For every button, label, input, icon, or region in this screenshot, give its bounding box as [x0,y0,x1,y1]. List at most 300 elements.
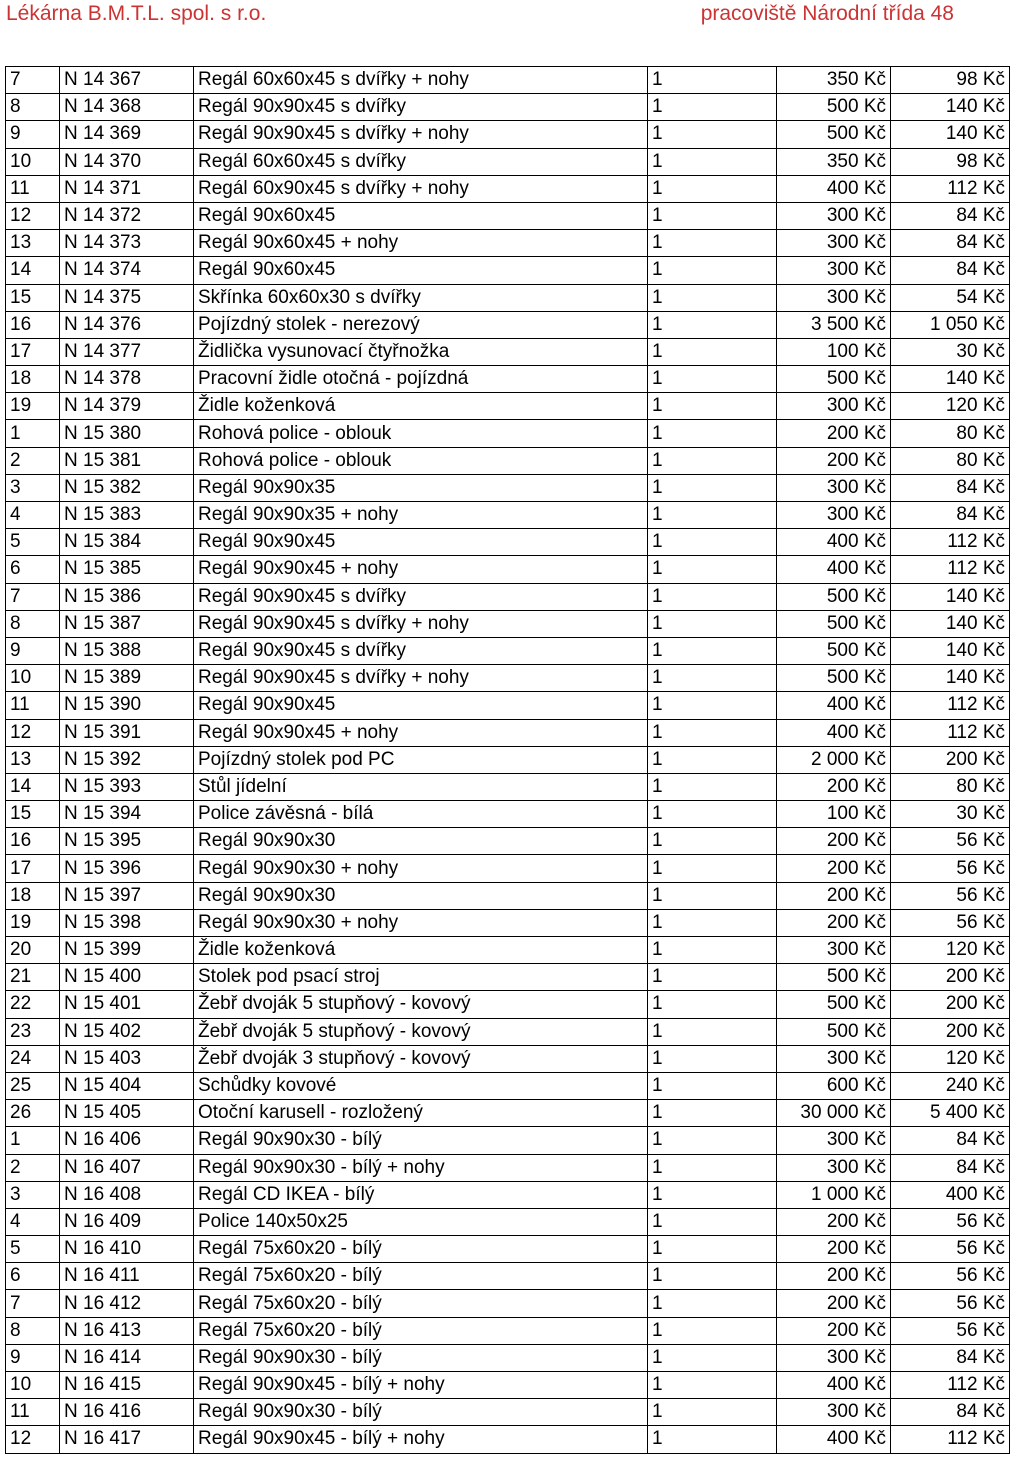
quantity-cell: 1 [648,1399,777,1426]
item-description-cell: Regál 90x90x30 - bílý + nohy [194,1154,648,1181]
residual-value-cell: 120 Kč [891,393,1010,420]
unit-price-cell: 400 Kč [777,692,891,719]
unit-price-cell: 500 Kč [777,121,891,148]
table-row [6,311,1010,338]
inventory-code-cell: N 16 412 [60,1290,194,1317]
unit-price-cell: 300 Kč [777,202,891,229]
quantity-cell: 1 [648,692,777,719]
item-description-cell: Police závěsná - bílá [194,801,648,828]
table-row [6,366,1010,393]
table-row [6,175,1010,202]
inventory-code-cell: N 15 393 [60,773,194,800]
row-number-cell: 15 [6,801,60,828]
item-description-cell: Regál 90x90x45 [194,692,648,719]
unit-price-cell: 200 Kč [777,1208,891,1235]
table-row [6,719,1010,746]
inventory-code-cell: N 16 406 [60,1127,194,1154]
item-description-cell: Regál 90x90x30 [194,828,648,855]
table-row [6,1208,1010,1235]
quantity-cell: 1 [648,991,777,1018]
inventory-code-cell: N 15 386 [60,583,194,610]
row-number-cell: 2 [6,447,60,474]
table-row [6,882,1010,909]
residual-value-cell: 56 Kč [891,1236,1010,1263]
table-row [6,502,1010,529]
quantity-cell: 1 [648,1127,777,1154]
unit-price-cell: 500 Kč [777,665,891,692]
residual-value-cell: 84 Kč [891,1344,1010,1371]
quantity-cell: 1 [648,882,777,909]
residual-value-cell: 84 Kč [891,230,1010,257]
row-number-cell: 16 [6,311,60,338]
item-description-cell: Regál 90x90x45 s dvířky + nohy [194,665,648,692]
row-number-cell: 13 [6,230,60,257]
quantity-cell: 1 [648,610,777,637]
table-row [6,1072,1010,1099]
residual-value-cell: 98 Kč [891,148,1010,175]
quantity-cell: 1 [648,909,777,936]
residual-value-cell: 120 Kč [891,937,1010,964]
unit-price-cell: 100 Kč [777,338,891,365]
table-row [6,1018,1010,1045]
table-row [6,801,1010,828]
page-header [0,0,960,40]
unit-price-cell: 200 Kč [777,447,891,474]
row-number-cell: 18 [6,366,60,393]
item-description-cell: Regál 75x60x20 - bílý [194,1236,648,1263]
inventory-code-cell: N 15 404 [60,1072,194,1099]
table-row [6,338,1010,365]
unit-price-cell: 400 Kč [777,1372,891,1399]
quantity-cell: 1 [648,1290,777,1317]
row-number-cell: 17 [6,338,60,365]
row-number-cell: 14 [6,773,60,800]
row-number-cell: 19 [6,393,60,420]
inventory-table [5,66,1010,1454]
unit-price-cell: 500 Kč [777,964,891,991]
table-row [6,583,1010,610]
quantity-cell: 1 [648,556,777,583]
item-description-cell: Pojízdný stolek pod PC [194,746,648,773]
unit-price-cell: 100 Kč [777,801,891,828]
row-number-cell: 24 [6,1045,60,1072]
item-description-cell: Regál 75x60x20 - bílý [194,1290,648,1317]
inventory-code-cell: N 15 390 [60,692,194,719]
item-description-cell: Regál 60x60x45 s dvířky + nohy [194,67,648,94]
quantity-cell: 1 [648,1344,777,1371]
residual-value-cell: 56 Kč [891,1317,1010,1344]
quantity-cell: 1 [648,148,777,175]
residual-value-cell: 56 Kč [891,1263,1010,1290]
table-row [6,1236,1010,1263]
item-description-cell: Regál 60x60x45 s dvířky [194,148,648,175]
table-row [6,937,1010,964]
inventory-code-cell: N 15 387 [60,610,194,637]
unit-price-cell: 400 Kč [777,175,891,202]
quantity-cell: 1 [648,719,777,746]
inventory-code-cell: N 16 415 [60,1372,194,1399]
inventory-code-cell: N 16 409 [60,1208,194,1235]
residual-value-cell: 98 Kč [891,67,1010,94]
row-number-cell: 4 [6,502,60,529]
unit-price-cell: 3 500 Kč [777,311,891,338]
company-name: Lékárna B.M.T.L. spol. s r.o. [6,2,267,25]
inventory-code-cell: N 15 402 [60,1018,194,1045]
item-description-cell: Regál 90x90x45 s dvířky + nohy [194,610,648,637]
table-row [6,94,1010,121]
row-number-cell: 11 [6,692,60,719]
residual-value-cell: 80 Kč [891,420,1010,447]
quantity-cell: 1 [648,1208,777,1235]
residual-value-cell: 140 Kč [891,583,1010,610]
inventory-code-cell: N 16 417 [60,1426,194,1453]
table-row [6,610,1010,637]
item-description-cell: Pojízdný stolek - nerezový [194,311,648,338]
item-description-cell: Regál 90x90x30 - bílý [194,1127,648,1154]
unit-price-cell: 200 Kč [777,882,891,909]
inventory-code-cell: N 14 376 [60,311,194,338]
quantity-cell: 1 [648,1072,777,1099]
row-number-cell: 17 [6,855,60,882]
inventory-code-cell: N 15 394 [60,801,194,828]
unit-price-cell: 400 Kč [777,529,891,556]
row-number-cell: 3 [6,474,60,501]
unit-price-cell: 300 Kč [777,1399,891,1426]
quantity-cell: 1 [648,583,777,610]
item-description-cell: Regál 90x90x35 + nohy [194,502,648,529]
item-description-cell: Žebř dvoják 5 stupňový - kovový [194,1018,648,1045]
row-number-cell: 1 [6,420,60,447]
residual-value-cell: 84 Kč [891,1154,1010,1181]
table-row [6,991,1010,1018]
quantity-cell: 1 [648,1317,777,1344]
residual-value-cell: 84 Kč [891,1399,1010,1426]
unit-price-cell: 200 Kč [777,909,891,936]
row-number-cell: 7 [6,1290,60,1317]
item-description-cell: Pracovní židle otočná - pojízdná [194,366,648,393]
residual-value-cell: 56 Kč [891,828,1010,855]
inventory-code-cell: N 16 416 [60,1399,194,1426]
residual-value-cell: 140 Kč [891,121,1010,148]
unit-price-cell: 2 000 Kč [777,746,891,773]
row-number-cell: 12 [6,719,60,746]
row-number-cell: 10 [6,148,60,175]
row-number-cell: 15 [6,284,60,311]
item-description-cell: Regál 90x90x45 [194,529,648,556]
unit-price-cell: 300 Kč [777,474,891,501]
row-number-cell: 9 [6,1344,60,1371]
inventory-code-cell: N 15 380 [60,420,194,447]
quantity-cell: 1 [648,1426,777,1453]
unit-price-cell: 300 Kč [777,1127,891,1154]
quantity-cell: 1 [648,338,777,365]
residual-value-cell: 400 Kč [891,1181,1010,1208]
table-row [6,556,1010,583]
table-row [6,665,1010,692]
row-number-cell: 13 [6,746,60,773]
inventory-code-cell: N 15 403 [60,1045,194,1072]
inventory-code-cell: N 16 410 [60,1236,194,1263]
row-number-cell: 25 [6,1072,60,1099]
residual-value-cell: 112 Kč [891,556,1010,583]
inventory-code-cell: N 15 397 [60,882,194,909]
residual-value-cell: 200 Kč [891,991,1010,1018]
row-number-cell: 20 [6,937,60,964]
item-description-cell: Regál 90x90x30 - bílý [194,1399,648,1426]
unit-price-cell: 300 Kč [777,502,891,529]
residual-value-cell: 84 Kč [891,502,1010,529]
quantity-cell: 1 [648,964,777,991]
table-row [6,1426,1010,1453]
table-row [6,1263,1010,1290]
item-description-cell: Regál 90x90x45 s dvířky + nohy [194,121,648,148]
item-description-cell: Regál 75x60x20 - bílý [194,1263,648,1290]
unit-price-cell: 500 Kč [777,583,891,610]
item-description-cell: Regál 90x90x45 - bílý + nohy [194,1426,648,1453]
unit-price-cell: 200 Kč [777,773,891,800]
item-description-cell: Rohová police - oblouk [194,447,648,474]
unit-price-cell: 200 Kč [777,1236,891,1263]
table-row [6,773,1010,800]
residual-value-cell: 200 Kč [891,746,1010,773]
residual-value-cell: 112 Kč [891,1426,1010,1453]
row-number-cell: 12 [6,1426,60,1453]
item-description-cell: Rohová police - oblouk [194,420,648,447]
residual-value-cell: 140 Kč [891,366,1010,393]
item-description-cell: Regál 90x60x45 [194,202,648,229]
row-number-cell: 4 [6,1208,60,1235]
item-description-cell: Skřínka 60x60x30 s dvířky [194,284,648,311]
inventory-code-cell: N 15 385 [60,556,194,583]
table-row [6,909,1010,936]
table-row [6,1154,1010,1181]
row-number-cell: 6 [6,556,60,583]
residual-value-cell: 80 Kč [891,447,1010,474]
quantity-cell: 1 [648,828,777,855]
quantity-cell: 1 [648,502,777,529]
quantity-cell: 1 [648,801,777,828]
unit-price-cell: 400 Kč [777,556,891,583]
residual-value-cell: 84 Kč [891,474,1010,501]
residual-value-cell: 200 Kč [891,1018,1010,1045]
quantity-cell: 1 [648,393,777,420]
residual-value-cell: 120 Kč [891,1045,1010,1072]
residual-value-cell: 30 Kč [891,801,1010,828]
table-row [6,1344,1010,1371]
table-row [6,202,1010,229]
unit-price-cell: 300 Kč [777,393,891,420]
inventory-code-cell: N 16 413 [60,1317,194,1344]
residual-value-cell: 84 Kč [891,257,1010,284]
unit-price-cell: 200 Kč [777,855,891,882]
row-number-cell: 7 [6,67,60,94]
row-number-cell: 12 [6,202,60,229]
inventory-code-cell: N 14 377 [60,338,194,365]
inventory-code-cell: N 16 411 [60,1263,194,1290]
inventory-code-cell: N 14 369 [60,121,194,148]
inventory-code-cell: N 14 379 [60,393,194,420]
row-number-cell: 3 [6,1181,60,1208]
item-description-cell: Židlička vysunovací čtyřnožka [194,338,648,365]
residual-value-cell: 80 Kč [891,773,1010,800]
item-description-cell: Regál 90x90x45 s dvířky [194,637,648,664]
residual-value-cell: 56 Kč [891,855,1010,882]
item-description-cell: Regál CD IKEA - bílý [194,1181,648,1208]
table-row [6,474,1010,501]
table-row [6,692,1010,719]
row-number-cell: 21 [6,964,60,991]
unit-price-cell: 300 Kč [777,1344,891,1371]
row-number-cell: 8 [6,1317,60,1344]
inventory-code-cell: N 16 408 [60,1181,194,1208]
row-number-cell: 22 [6,991,60,1018]
residual-value-cell: 112 Kč [891,719,1010,746]
residual-value-cell: 5 400 Kč [891,1100,1010,1127]
residual-value-cell: 112 Kč [891,692,1010,719]
quantity-cell: 1 [648,855,777,882]
item-description-cell: Žebř dvoják 5 stupňový - kovový [194,991,648,1018]
row-number-cell: 14 [6,257,60,284]
item-description-cell: Regál 90x90x45 s dvířky [194,94,648,121]
residual-value-cell: 140 Kč [891,610,1010,637]
unit-price-cell: 500 Kč [777,1018,891,1045]
row-number-cell: 5 [6,529,60,556]
unit-price-cell: 500 Kč [777,991,891,1018]
item-description-cell: Židle koženková [194,937,648,964]
residual-value-cell: 112 Kč [891,175,1010,202]
table-row [6,420,1010,447]
item-description-cell: Stůl jídelní [194,773,648,800]
table-row [6,529,1010,556]
residual-value-cell: 56 Kč [891,882,1010,909]
quantity-cell: 1 [648,1018,777,1045]
unit-price-cell: 30 000 Kč [777,1100,891,1127]
quantity-cell: 1 [648,284,777,311]
table-row [6,393,1010,420]
table-row [6,964,1010,991]
inventory-code-cell: N 15 384 [60,529,194,556]
inventory-code-cell: N 15 400 [60,964,194,991]
table-row [6,1127,1010,1154]
quantity-cell: 1 [648,121,777,148]
table-row [6,121,1010,148]
unit-price-cell: 400 Kč [777,719,891,746]
unit-price-cell: 200 Kč [777,1263,891,1290]
quantity-cell: 1 [648,665,777,692]
item-description-cell: Otoční karusell - rozložený [194,1100,648,1127]
row-number-cell: 2 [6,1154,60,1181]
residual-value-cell: 30 Kč [891,338,1010,365]
inventory-code-cell: N 14 370 [60,148,194,175]
inventory-code-cell: N 14 375 [60,284,194,311]
quantity-cell: 1 [648,366,777,393]
table-row [6,67,1010,94]
unit-price-cell: 350 Kč [777,148,891,175]
quantity-cell: 1 [648,311,777,338]
inventory-code-cell: N 15 396 [60,855,194,882]
table-row [6,1399,1010,1426]
unit-price-cell: 200 Kč [777,1317,891,1344]
inventory-code-cell: N 14 373 [60,230,194,257]
inventory-code-cell: N 14 368 [60,94,194,121]
quantity-cell: 1 [648,257,777,284]
table-row [6,828,1010,855]
table-row [6,284,1010,311]
quantity-cell: 1 [648,1154,777,1181]
row-number-cell: 11 [6,1399,60,1426]
quantity-cell: 1 [648,420,777,447]
row-number-cell: 8 [6,610,60,637]
residual-value-cell: 54 Kč [891,284,1010,311]
quantity-cell: 1 [648,1263,777,1290]
unit-price-cell: 200 Kč [777,420,891,447]
unit-price-cell: 200 Kč [777,1290,891,1317]
quantity-cell: 1 [648,529,777,556]
unit-price-cell: 350 Kč [777,67,891,94]
item-description-cell: Regál 90x90x45 s dvířky [194,583,648,610]
quantity-cell: 1 [648,202,777,229]
table-row [6,148,1010,175]
unit-price-cell: 500 Kč [777,637,891,664]
unit-price-cell: 300 Kč [777,937,891,964]
quantity-cell: 1 [648,746,777,773]
item-description-cell: Police 140x50x25 [194,1208,648,1235]
table-row [6,746,1010,773]
unit-price-cell: 500 Kč [777,366,891,393]
table-row [6,855,1010,882]
unit-price-cell: 300 Kč [777,230,891,257]
inventory-code-cell: N 16 414 [60,1344,194,1371]
quantity-cell: 1 [648,67,777,94]
residual-value-cell: 200 Kč [891,964,1010,991]
item-description-cell: Regál 90x60x45 + nohy [194,230,648,257]
inventory-code-cell: N 15 399 [60,937,194,964]
unit-price-cell: 300 Kč [777,257,891,284]
unit-price-cell: 600 Kč [777,1072,891,1099]
row-number-cell: 9 [6,637,60,664]
residual-value-cell: 112 Kč [891,529,1010,556]
quantity-cell: 1 [648,1100,777,1127]
inventory-code-cell: N 14 372 [60,202,194,229]
row-number-cell: 10 [6,665,60,692]
row-number-cell: 7 [6,583,60,610]
quantity-cell: 1 [648,1372,777,1399]
inventory-code-cell: N 15 383 [60,502,194,529]
item-description-cell: Žebř dvoják 3 stupňový - kovový [194,1045,648,1072]
table-row [6,1181,1010,1208]
residual-value-cell: 56 Kč [891,1208,1010,1235]
item-description-cell: Židle koženková [194,393,648,420]
quantity-cell: 1 [648,447,777,474]
unit-price-cell: 500 Kč [777,94,891,121]
inventory-code-cell: N 15 398 [60,909,194,936]
quantity-cell: 1 [648,230,777,257]
inventory-code-cell: N 14 374 [60,257,194,284]
item-description-cell: Regál 90x90x30 + nohy [194,909,648,936]
unit-price-cell: 300 Kč [777,284,891,311]
row-number-cell: 9 [6,121,60,148]
row-number-cell: 10 [6,1372,60,1399]
workplace-address: pracoviště Národní třída 48 [700,2,954,25]
residual-value-cell: 84 Kč [891,202,1010,229]
row-number-cell: 11 [6,175,60,202]
table-row [6,447,1010,474]
item-description-cell: Regál 90x60x45 [194,257,648,284]
inventory-code-cell: N 15 405 [60,1100,194,1127]
item-description-cell: Schůdky kovové [194,1072,648,1099]
row-number-cell: 26 [6,1100,60,1127]
quantity-cell: 1 [648,1045,777,1072]
